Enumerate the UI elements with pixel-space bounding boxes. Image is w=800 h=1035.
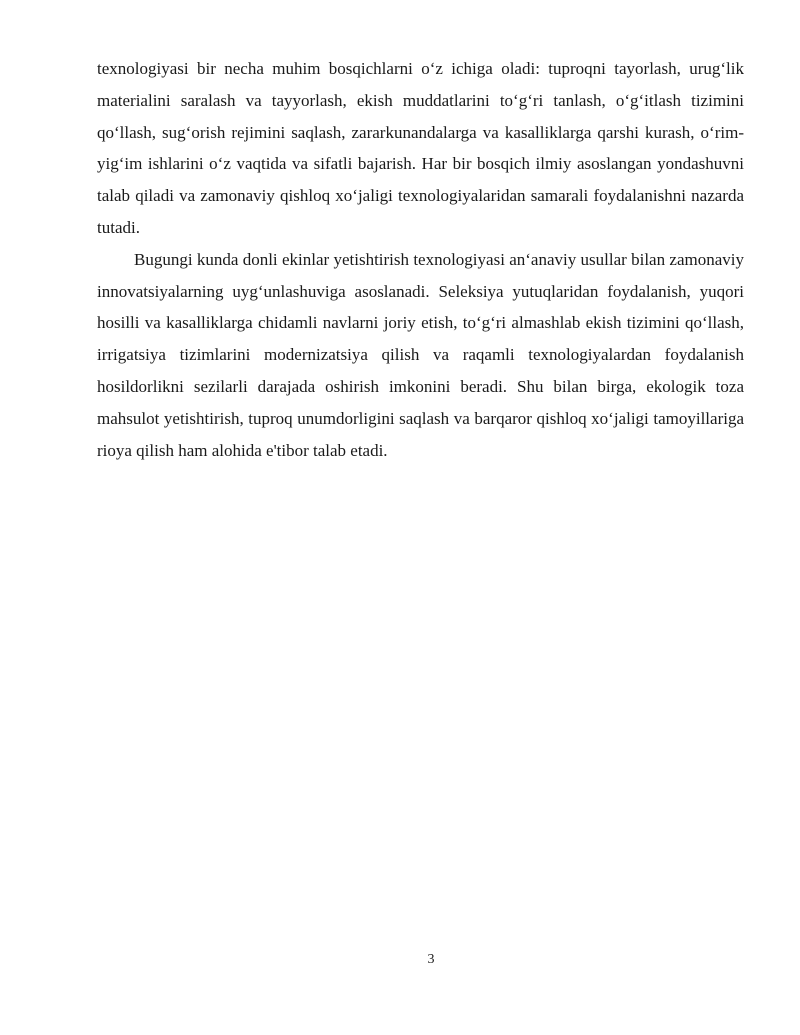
paragraph-continuation: texnologiyasi bir necha muhim bosqichlarni o‘z ichiga oladi: tuproqni tayorlash, urug‘lik materialini saralash va tayyorlash, ekish muddatlarini to‘g‘ri tanlash, o‘g‘itlash tizimini qo‘llash, sug‘orish rejimini saqlash, zararkunandalarga va kasalliklarga qarshi kurash, o‘rim-yig‘im ishlarini o‘z vaqtida va sifatli bajarish. Har bir bosqich ilmiy asoslangan yondashuvni talab qiladi va zamonaviy qishloq xo‘jaligi texnologiyalaridan samarali foydalanishni nazarda tutadi.: [97, 59, 744, 237]
paragraph-innovations: Bugungi kunda donli ekinlar yetishtirish texnologiyasi an‘anaviy usullar bilan zamonaviy innovatsiyalarning uyg‘unlashuviga asoslanadi. Seleksiya yutuqlaridan foydalanish, yuqori hosilli va kasalliklarga chidamli navlarni joriy etish, to‘g‘ri almashlab ekish tizimini qo‘llash, irrigatsiya tizimlarini modernizatsiya qilish va raqamli texnologiyalardan foydalanish hosildorlikni sezilarli darajada oshirish imkonini beradi. Shu bilan birga, ekologik toza mahsulot yetishtirish, tuproq unumdorligini saqlash va barqaror qishloq xo‘jaligi tamoyillariga rioya qilish ham alohida e'tibor talab etadi.: [97, 249, 744, 460]
page-number: 3: [427, 952, 435, 967]
body-text: [97, 53, 744, 466]
